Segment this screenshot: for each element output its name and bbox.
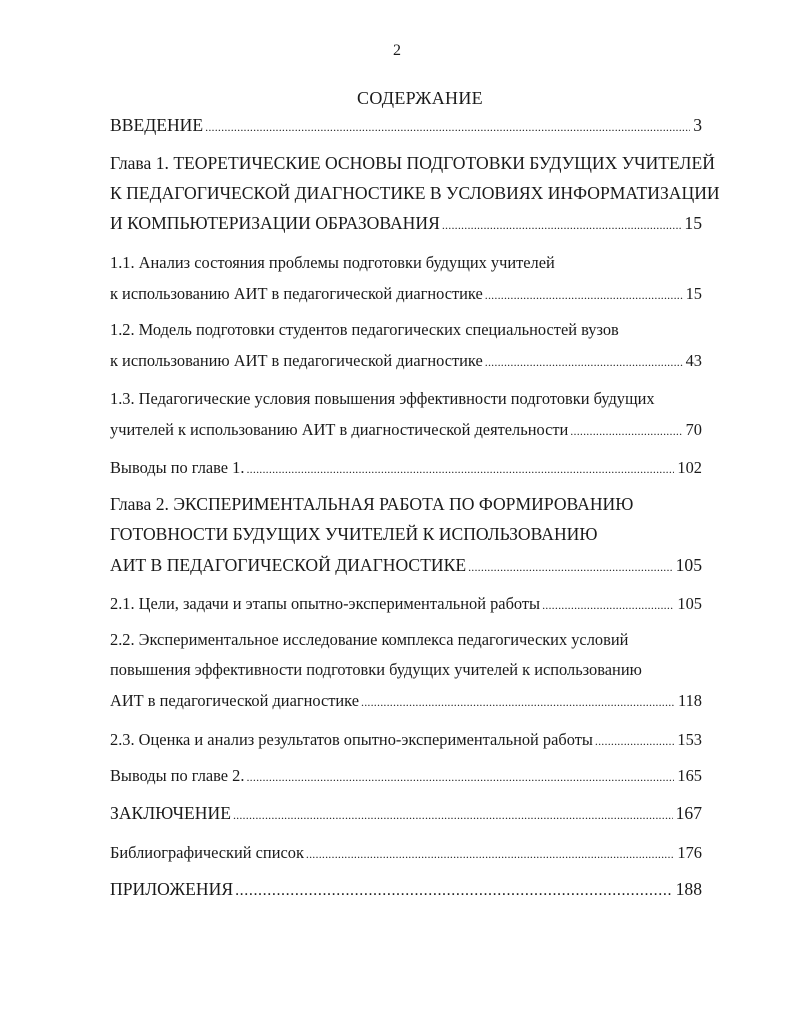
toc-page-number: 70 (685, 420, 702, 439)
toc-page-number: 153 (677, 730, 702, 749)
toc-chapter1-line2[interactable]: К ПЕДАГОГИЧЕСКОЙ ДИАГНОСТИКЕ В УСЛОВИЯХ ИНФОРМАТИЗАЦИИ (110, 183, 720, 203)
toc-entry-appendix[interactable]: ПРИЛОЖЕНИЯ ..... 188 (110, 879, 702, 901)
toc-page-number: 102 (677, 458, 702, 477)
toc-chapter1-line1[interactable]: Глава 1. ТЕОРЕТИЧЕСКИЕ ОСНОВЫ ПОДГОТОВКИ БУДУЩИХ УЧИТЕЛЕЙ (110, 153, 715, 173)
toc-entry-section-1-3[interactable]: учителей к использованию АИТ в диагностической деятельности ..... 70 (110, 420, 702, 441)
toc-entry-intro[interactable]: ВВЕДЕНИЕ ..... 3 (110, 115, 702, 137)
toc-page-number: 188 (675, 879, 702, 899)
toc-page-number: 15 (685, 284, 702, 303)
toc-section-2-2-line2[interactable]: повышения эффективности подготовки будущих учителей к использованию (110, 660, 642, 679)
toc-entry-conclusion[interactable]: ЗАКЛЮЧЕНИЕ ..... 167 (110, 803, 702, 825)
toc-page-number: 3 (693, 115, 702, 135)
toc-chapter2-line1[interactable]: Глава 2. ЭКСПЕРИМЕНТАЛЬНАЯ РАБОТА ПО ФОРМИРОВАНИЮ (110, 494, 634, 514)
toc-entry-conclusions-1[interactable]: Выводы по главе 1. ..... 102 (110, 458, 702, 479)
toc-section-2-2-line1[interactable]: 2.2. Экспериментальное исследование комплекса педагогических условий (110, 630, 629, 649)
toc-entry-section-1-2[interactable]: к использованию АИТ в педагогической диагностике ..... 43 (110, 351, 702, 372)
toc-entry-section-2-1[interactable]: 2.1. Цели, задачи и этапы опытно-экспериментальной работы ..... 105 (110, 594, 702, 615)
toc-page-number: 105 (675, 555, 702, 575)
toc-page-number: 165 (677, 766, 702, 785)
toc-entry-chapter1[interactable]: И КОМПЬЮТЕРИЗАЦИИ ОБРАЗОВАНИЯ ..... 15 (110, 213, 702, 235)
toc-page-number: 15 (684, 213, 702, 233)
toc-title: СОДЕРЖАНИЕ (357, 88, 483, 108)
toc-section-1-1-line1[interactable]: 1.1. Анализ состояния проблемы подготовки будущих учителей (110, 253, 555, 272)
toc-chapter2-line2[interactable]: ГОТОВНОСТИ БУДУЩИХ УЧИТЕЛЕЙ К ИСПОЛЬЗОВАНИЮ (110, 524, 598, 544)
toc-entry-section-2-3[interactable]: 2.3. Оценка и анализ результатов опытно-экспериментальной работы ..... 153 (110, 730, 702, 751)
toc-entry-conclusions-2[interactable]: Выводы по главе 2. ..... 165 (110, 766, 702, 787)
toc-page-number: 118 (678, 691, 702, 710)
toc-section-1-3-line1[interactable]: 1.3. Педагогические условия повышения эффективности подготовки будущих (110, 389, 655, 408)
toc-page-number: 167 (675, 803, 702, 823)
page-number: 2 (393, 42, 401, 59)
toc-section-1-2-line1[interactable]: 1.2. Модель подготовки студентов педагогических специальностей вузов (110, 320, 619, 339)
toc-entry-section-2-2[interactable]: АИТ в педагогической диагностике ..... 118 (110, 691, 702, 712)
toc-entry-section-1-1[interactable]: к использованию АИТ в педагогической диагностике ..... 15 (110, 284, 702, 305)
toc-entry-bibliography[interactable]: Библиографический список ..... 176 (110, 843, 702, 864)
toc-page-number: 43 (685, 351, 702, 370)
toc-page-number: 176 (677, 843, 702, 862)
toc-entry-chapter2[interactable]: АИТ В ПЕДАГОГИЧЕСКОЙ ДИАГНОСТИКЕ ..... 105 (110, 555, 702, 577)
toc-page-number: 105 (677, 594, 702, 613)
